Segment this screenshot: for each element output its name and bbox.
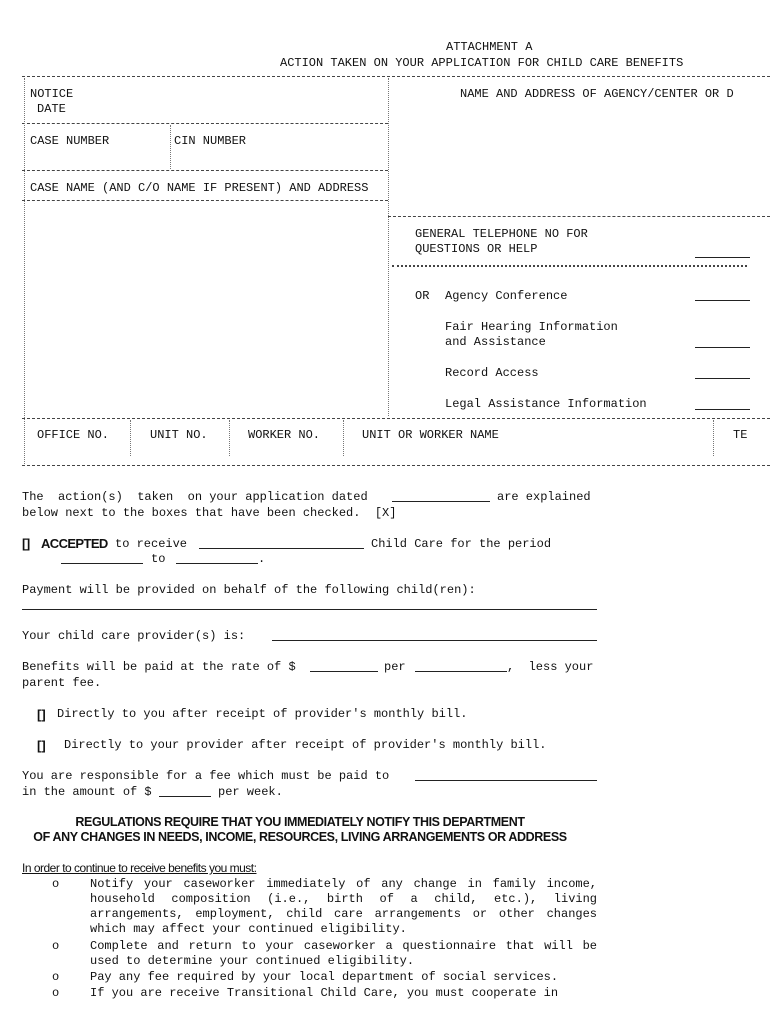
regulations-heading-line-1: REGULATIONS REQUIRE THAT YOU IMMEDIATELY NOTIFY THIS DEPARTMENT [75, 815, 525, 829]
application-date-blank[interactable] [392, 501, 490, 502]
benefits-text-1a: Benefits will be paid at the rate of $ [22, 660, 296, 674]
legal-assistance-label: Legal Assistance Information [445, 397, 647, 411]
fee-amount-blank[interactable] [159, 796, 211, 797]
assistance-label: and Assistance [445, 335, 546, 349]
option-direct-to-you-checkbox[interactable]: [] [37, 707, 46, 722]
or-label: OR [415, 289, 430, 303]
provider-blank[interactable] [272, 640, 597, 641]
rule-below-case-name [22, 200, 388, 201]
general-telephone-label: GENERAL TELEPHONE NO FOR [415, 227, 588, 241]
rule-above-office-row [22, 418, 770, 419]
list-bullet: o [52, 939, 60, 953]
unit-no-label: UNIT NO. [150, 428, 208, 442]
action-text-2: below next to the boxes that have been checked. [X] [22, 506, 397, 520]
accepted-label: ACCEPTED [41, 536, 108, 551]
bottom-rule [22, 465, 770, 466]
list-item: If you are receive Transitional Child Care, you must cooperate in [90, 986, 559, 1000]
option-direct-to-you-text: Directly to you after receipt of provider's monthly bill. [57, 707, 468, 721]
accepted-checkbox[interactable]: [] [22, 536, 30, 551]
continue-heading: In order to continue to receive benefits you must: [22, 861, 257, 875]
name-tel-divider [713, 420, 714, 456]
case-number-label: CASE NUMBER [30, 134, 110, 148]
date-label: DATE [37, 102, 66, 116]
left-border [24, 78, 25, 464]
rate-blank[interactable] [310, 671, 378, 672]
list-item: Notify your caseworker immediately of any change in family income, household composition (i.e., birth of a child, etc.), living arrangements, employment, child care arrangements or other changes which may affect your continued eligibility. [90, 877, 597, 936]
record-access-label: Record Access [445, 366, 539, 380]
benefits-per: per [384, 660, 406, 674]
rate-period-blank[interactable] [415, 671, 507, 672]
regulations-heading-line-2: OF ANY CHANGES IN NEEDS, INCOME, RESOURCES, LIVING ARRANGEMENTS OR ADDRESS [33, 830, 567, 844]
center-divider [388, 78, 389, 416]
fair-hearing-blank[interactable] [695, 347, 750, 348]
agency-conference-blank[interactable] [695, 300, 750, 301]
period-end-mark: . [258, 552, 266, 566]
unit-worker-name-label: UNIT OR WORKER NAME [362, 428, 499, 442]
accepted-to-receive: to receive [115, 537, 188, 551]
option-direct-to-provider-checkbox[interactable]: [] [37, 738, 46, 753]
child-care-type-blank[interactable] [199, 548, 364, 549]
agency-name-label: NAME AND ADDRESS OF AGENCY/CENTER OR D [460, 87, 734, 101]
cin-divider [170, 125, 171, 169]
telephone-label-fragment: TE [733, 428, 748, 442]
list-item: Complete and return to your caseworker a questionnaire that will be used to determine your continued eligibility. [90, 939, 597, 968]
list-bullet: o [52, 970, 60, 984]
period-to: to [151, 552, 166, 566]
case-name-label: CASE NAME (AND C/O NAME IF PRESENT) AND ADDRESS [30, 181, 369, 195]
rule-above-telephone [388, 216, 770, 217]
period-end-blank[interactable] [176, 563, 258, 564]
children-blank[interactable] [22, 609, 597, 610]
unit-worker-divider [229, 420, 230, 456]
questions-help-label: QUESTIONS OR HELP [415, 242, 538, 256]
list-bullet: o [52, 877, 60, 891]
office-unit-divider [130, 420, 131, 456]
period-start-blank[interactable] [61, 563, 143, 564]
fee-text-1: You are responsible for a fee which must be paid to [22, 769, 390, 783]
record-access-blank[interactable] [695, 378, 750, 379]
option-direct-to-provider-text: Directly to your provider after receipt of provider's monthly bill. [64, 738, 547, 752]
provider-line: Your child care provider(s) is: [22, 629, 246, 643]
office-no-label: OFFICE NO. [37, 428, 110, 442]
top-rule [22, 76, 770, 77]
dotted-separator [392, 265, 747, 267]
action-text-1a: The action(s) taken on your application dated [22, 490, 368, 504]
fee-payee-blank[interactable] [415, 780, 597, 781]
accepted-child-care: Child Care for the period [371, 537, 552, 551]
fee-text-2b: per week. [218, 785, 283, 799]
action-text-1b: are explained [497, 490, 591, 504]
notice-label: NOTICE [30, 87, 74, 101]
list-item: Pay any fee required by your local department of social services. [90, 970, 559, 984]
general-telephone-blank[interactable] [695, 257, 750, 258]
agency-conference-label: Agency Conference [445, 289, 568, 303]
page-title: ACTION TAKEN ON YOUR APPLICATION FOR CHILD CARE BENEFITS [280, 56, 684, 70]
cin-number-label: CIN NUMBER [174, 134, 247, 148]
worker-name-divider [343, 420, 344, 456]
legal-assistance-blank[interactable] [695, 409, 750, 410]
worker-no-label: WORKER NO. [248, 428, 321, 442]
benefits-text-1c: , less your [507, 660, 594, 674]
rule-below-notice [22, 123, 388, 124]
rule-below-case-number [22, 170, 388, 171]
fair-hearing-label: Fair Hearing Information [445, 320, 618, 334]
list-bullet: o [52, 986, 60, 1000]
fee-text-2a: in the amount of $ [22, 785, 152, 799]
attachment-label: ATTACHMENT A [446, 40, 533, 54]
payment-line: Payment will be provided on behalf of the following child(ren): [22, 583, 476, 597]
benefits-text-2: parent fee. [22, 676, 102, 690]
